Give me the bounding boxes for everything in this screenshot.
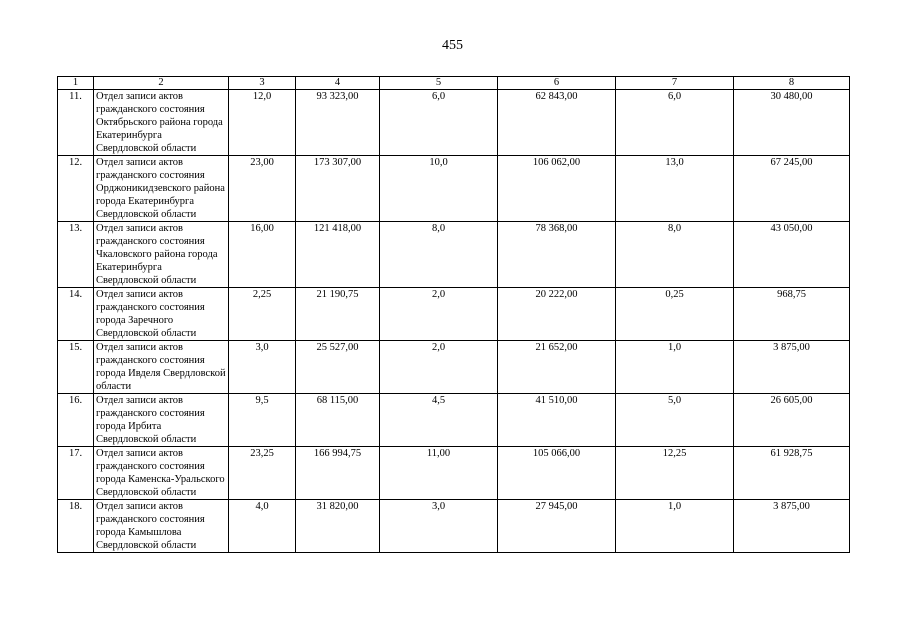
table-row [58, 500, 850, 553]
value-col-8: 26 605,00 [734, 394, 850, 447]
value-col-6: 106 062,00 [498, 156, 616, 222]
header-col-6: 6 [498, 77, 616, 90]
table-row [58, 222, 850, 288]
value-col-7: 0,25 [616, 288, 734, 341]
office-name: Отдел записи актов гражданского состояния Чкаловского района города Екатеринбурга Свердловской области [94, 222, 229, 288]
table-row [58, 156, 850, 222]
header-col-7: 7 [616, 77, 734, 90]
page-number: 455 [442, 38, 463, 53]
value-col-3: 4,0 [229, 500, 296, 553]
office-name: Отдел записи актов гражданского состояния Орджоникидзевского района города Екатеринбурга Свердловской области [94, 156, 229, 222]
value-col-4: 93 323,00 [296, 90, 380, 156]
value-col-4: 121 418,00 [296, 222, 380, 288]
value-col-6: 27 945,00 [498, 500, 616, 553]
value-col-8: 3 875,00 [734, 500, 850, 553]
row-number: 13. [58, 222, 94, 288]
header-col-5: 5 [380, 77, 498, 90]
value-col-6: 105 066,00 [498, 447, 616, 500]
value-col-6: 62 843,00 [498, 90, 616, 156]
value-col-8: 67 245,00 [734, 156, 850, 222]
table-row [58, 341, 850, 394]
row-number: 12. [58, 156, 94, 222]
value-col-7: 5,0 [616, 394, 734, 447]
row-number: 18. [58, 500, 94, 553]
value-col-7: 8,0 [616, 222, 734, 288]
value-col-5: 10,0 [380, 156, 498, 222]
value-col-8: 43 050,00 [734, 222, 850, 288]
value-col-3: 3,0 [229, 341, 296, 394]
value-col-7: 1,0 [616, 500, 734, 553]
office-name: Отдел записи актов гражданского состояния города Каменска-Уральского Свердловской области [94, 447, 229, 500]
value-col-3: 2,25 [229, 288, 296, 341]
value-col-8: 3 875,00 [734, 341, 850, 394]
table-row [58, 90, 850, 156]
value-col-4: 166 994,75 [296, 447, 380, 500]
row-number: 16. [58, 394, 94, 447]
value-col-8: 968,75 [734, 288, 850, 341]
value-col-4: 21 190,75 [296, 288, 380, 341]
office-name: Отдел записи актов гражданского состояния города Камышлова Свердловской области [94, 500, 229, 553]
value-col-4: 31 820,00 [296, 500, 380, 553]
table-body [58, 90, 850, 553]
office-name: Отдел записи актов гражданского состояния Октябрьского района города Екатеринбурга Свердловской области [94, 90, 229, 156]
value-col-3: 23,00 [229, 156, 296, 222]
value-col-6: 20 222,00 [498, 288, 616, 341]
value-col-5: 4,5 [380, 394, 498, 447]
value-col-3: 23,25 [229, 447, 296, 500]
header-col-1: 1 [58, 77, 94, 90]
value-col-7: 1,0 [616, 341, 734, 394]
value-col-4: 25 527,00 [296, 341, 380, 394]
header-col-3: 3 [229, 77, 296, 90]
value-col-7: 6,0 [616, 90, 734, 156]
value-col-5: 3,0 [380, 500, 498, 553]
row-number: 14. [58, 288, 94, 341]
value-col-5: 11,00 [380, 447, 498, 500]
table-row [58, 447, 850, 500]
value-col-7: 13,0 [616, 156, 734, 222]
office-name: Отдел записи актов гражданского состояния города Заречного Свердловской области [94, 288, 229, 341]
row-number: 11. [58, 90, 94, 156]
value-col-4: 68 115,00 [296, 394, 380, 447]
value-col-4: 173 307,00 [296, 156, 380, 222]
value-col-3: 9,5 [229, 394, 296, 447]
value-col-6: 41 510,00 [498, 394, 616, 447]
table-row [58, 288, 850, 341]
value-col-5: 2,0 [380, 288, 498, 341]
value-col-7: 12,25 [616, 447, 734, 500]
value-col-5: 2,0 [380, 341, 498, 394]
office-name: Отдел записи актов гражданского состояния города Ирбита Свердловской области [94, 394, 229, 447]
value-col-3: 12,0 [229, 90, 296, 156]
row-number: 15. [58, 341, 94, 394]
value-col-8: 30 480,00 [734, 90, 850, 156]
report-table [57, 76, 850, 553]
header-col-4: 4 [296, 77, 380, 90]
value-col-6: 78 368,00 [498, 222, 616, 288]
value-col-3: 16,00 [229, 222, 296, 288]
table-row [58, 394, 850, 447]
header-row [58, 77, 850, 90]
value-col-5: 6,0 [380, 90, 498, 156]
value-col-8: 61 928,75 [734, 447, 850, 500]
value-col-6: 21 652,00 [498, 341, 616, 394]
header-col-2: 2 [94, 77, 229, 90]
header-col-8: 8 [734, 77, 850, 90]
office-name: Отдел записи актов гражданского состояния города Ивделя Свердловской области [94, 341, 229, 394]
value-col-5: 8,0 [380, 222, 498, 288]
row-number: 17. [58, 447, 94, 500]
table-header [58, 77, 850, 90]
